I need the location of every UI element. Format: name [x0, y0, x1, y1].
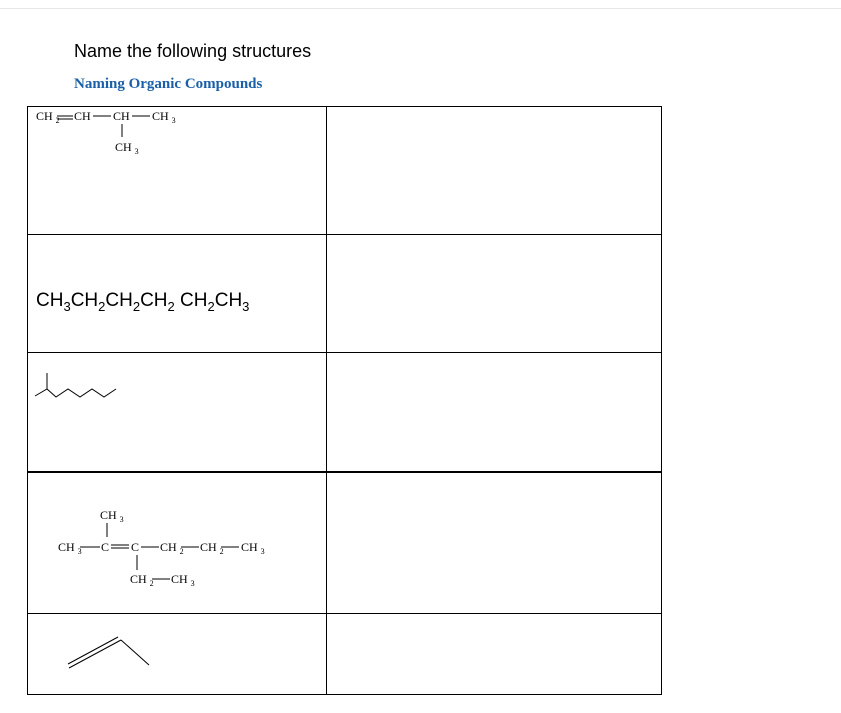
atom-ch2: CH	[36, 109, 53, 123]
double-bond	[69, 640, 121, 668]
subscript: 3	[260, 547, 265, 556]
structure-5	[27, 614, 325, 694]
table-border-right	[661, 106, 662, 695]
atom-label	[130, 572, 154, 588]
atom-ch3-top: CH	[100, 508, 117, 522]
atom-c: C	[131, 540, 140, 554]
structures-table	[27, 106, 661, 695]
answer-cell-1[interactable]	[327, 107, 661, 234]
answer-cell-2[interactable]	[327, 235, 661, 352]
answer-cell-3[interactable]	[327, 353, 661, 471]
formula-sub: 3	[63, 298, 71, 314]
atom-label	[100, 508, 124, 524]
atom-ch2: CH	[130, 572, 147, 586]
formula-sub: 3	[242, 298, 250, 314]
atom-label	[115, 140, 139, 156]
atom-label	[160, 540, 184, 556]
structure-2	[36, 290, 249, 314]
atom-label	[241, 540, 265, 556]
subscript: 3	[119, 515, 124, 524]
atom-ch3: CH	[58, 540, 75, 554]
formula-sub: 2	[132, 298, 141, 314]
section-link[interactable]: Naming Organic Compounds	[74, 76, 263, 92]
atom-ch2: CH	[200, 540, 217, 554]
atom-label	[152, 109, 176, 125]
subscript: 2	[149, 579, 154, 588]
top-divider	[0, 8, 841, 9]
atom-label	[113, 109, 130, 123]
atom-ch2: CH	[160, 540, 177, 554]
answer-cell-5[interactable]	[327, 614, 661, 694]
table-border-bottom	[27, 694, 662, 695]
atom-ch3-branch: CH	[115, 140, 132, 154]
atom-ch: CH	[74, 109, 91, 123]
subscript: 3	[134, 147, 139, 156]
atom-label	[58, 540, 82, 556]
atom-label	[200, 540, 224, 556]
formula-text: CH	[70, 290, 99, 311]
atom-label	[171, 572, 195, 588]
subscript: 3	[171, 116, 176, 125]
formula-text: CH	[174, 290, 208, 311]
skeletal-chain	[35, 389, 116, 397]
page-title: Name the following structures	[74, 41, 312, 61]
atom-ch3: CH	[171, 572, 188, 586]
subscript: 2	[55, 116, 60, 125]
double-bond	[68, 637, 118, 664]
atom-ch3: CH	[241, 540, 258, 554]
single-bond	[121, 640, 149, 665]
subscript: 2	[219, 547, 224, 556]
formula-sub: 2	[98, 298, 106, 314]
formula-sub: 2	[207, 298, 215, 314]
atom-c: C	[101, 540, 110, 554]
structure-3	[27, 353, 325, 471]
formula-text: CH	[105, 290, 133, 311]
atom-label	[36, 109, 60, 125]
atom-ch: CH	[113, 109, 130, 123]
atom-label	[101, 540, 109, 554]
atom-label	[131, 540, 139, 554]
structure-4	[27, 473, 325, 613]
formula-sub: 2	[167, 298, 175, 314]
formula-text: CH	[140, 290, 168, 311]
formula-text: CH	[214, 290, 243, 311]
subscript: 3	[77, 547, 82, 556]
atom-label	[74, 109, 91, 123]
subscript: 2	[179, 547, 184, 556]
atom-ch3: CH	[152, 109, 169, 123]
answer-cell-4[interactable]	[327, 473, 661, 613]
subscript: 3	[190, 579, 195, 588]
structure-1	[27, 106, 325, 234]
formula-text: CH	[36, 290, 64, 311]
